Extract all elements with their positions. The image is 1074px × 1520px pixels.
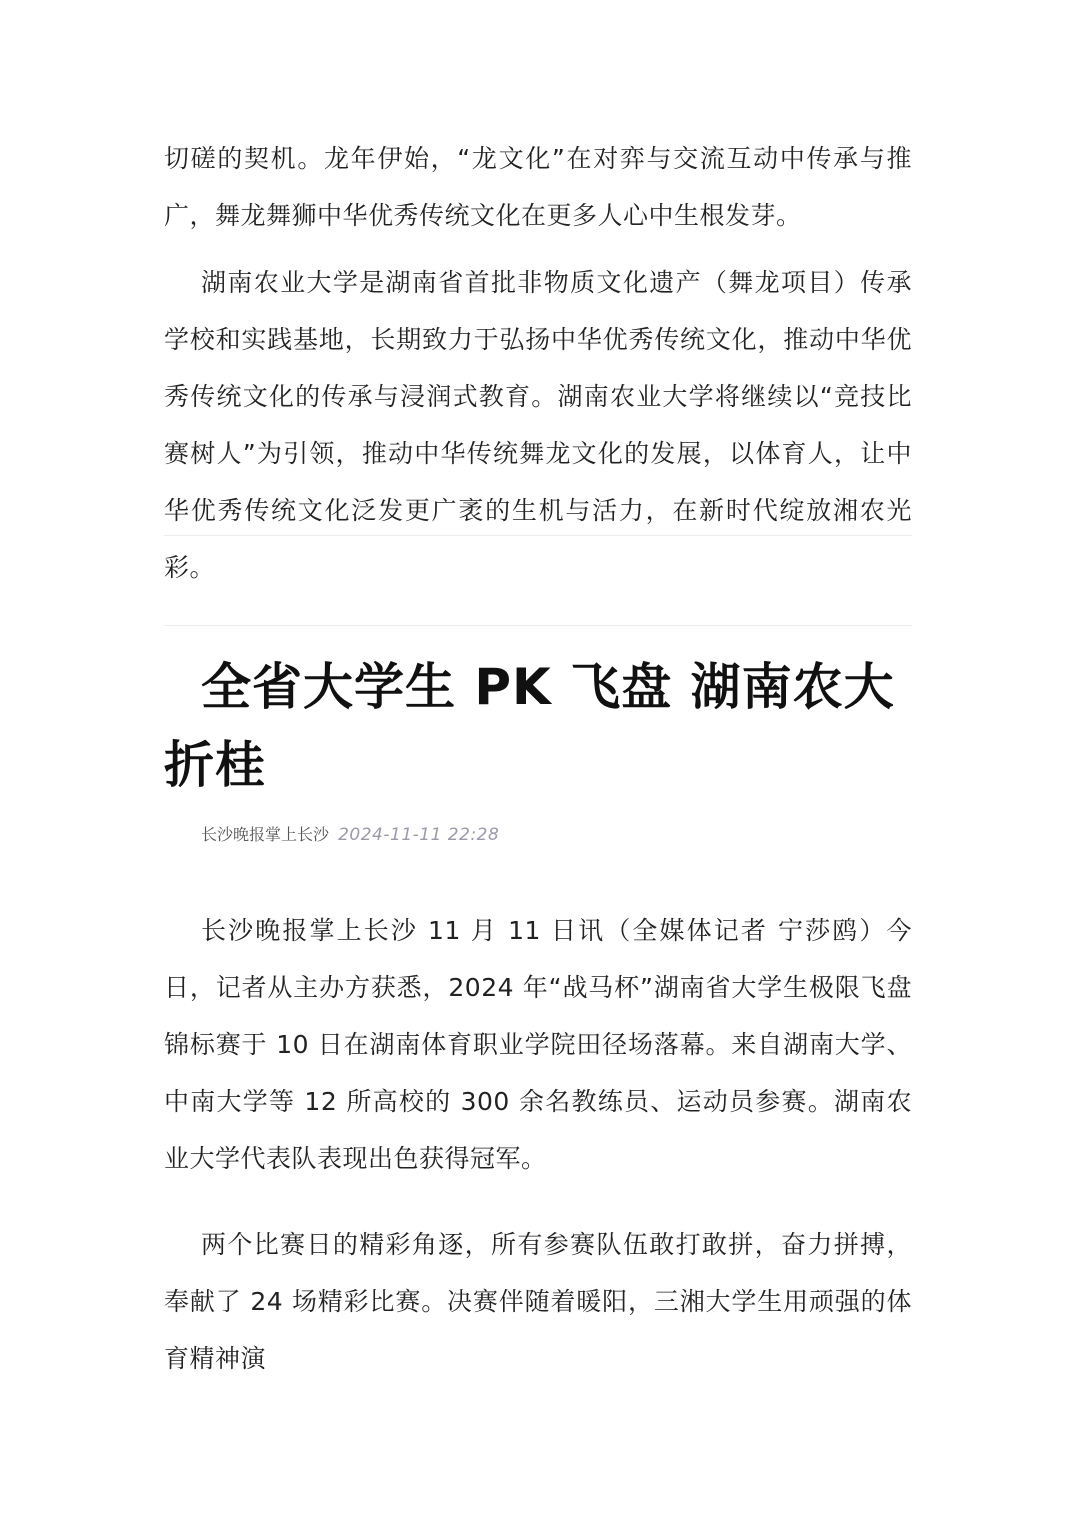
article-2-datetime: 2024-11-11 22:28 — [338, 825, 500, 845]
section-divider — [164, 625, 912, 626]
article-1-paragraph-2: 湖南农业大学是湖南省首批非物质文化遗产（舞龙项目）传承学校和实践基地，长期致力于弘扬中华优秀传统文化，推动中华优秀传统文化的传承与浸润式教育。湖南农业大学将继续以“竞技比赛树人”为引领，推动中华传统舞龙文化的发展，以体育人，让中华优秀传统文化泛发更广袤的生机与活力，在新时代绽放湘农光彩。 — [164, 268, 912, 582]
article-1-paragraph-1: 切磋的契机。龙年伊始，“龙文化”在对弈与交流互动中传承与推广，舞龙舞狮中华优秀传统文化在更多人心中生根发芽。 — [164, 144, 912, 230]
article-2-headline: 全省大学生 PK 飞盘 湖南农大折桂 — [164, 658, 895, 794]
article-2-source: 长沙晚报掌上长沙 — [201, 825, 330, 844]
article-2-byline — [201, 822, 499, 845]
article-2-paragraph-1: 长沙晚报掌上长沙 11 月 11 日讯（全媒体记者 宁莎鸥）今日，记者从主办方获悉，2024 年“战马杯”湖南省大学生极限飞盘锦标赛于 10 日在湖南体育职业学院田径场落幕。来自湖南大学、中南大学等 12 所高校的 300 余名教练员、运动员参赛。湖南农业大学代表队表现出色获得冠军。 — [164, 916, 912, 1173]
section-divider — [164, 535, 912, 536]
article-2-paragraph-2: 两个比赛日的精彩角逐，所有参赛队伍敢打敢拼，奋力拼搏，奉献了 24 场精彩比赛。决赛伴随着暖阳，三湘大学生用顽强的体育精神演 — [164, 1230, 912, 1373]
